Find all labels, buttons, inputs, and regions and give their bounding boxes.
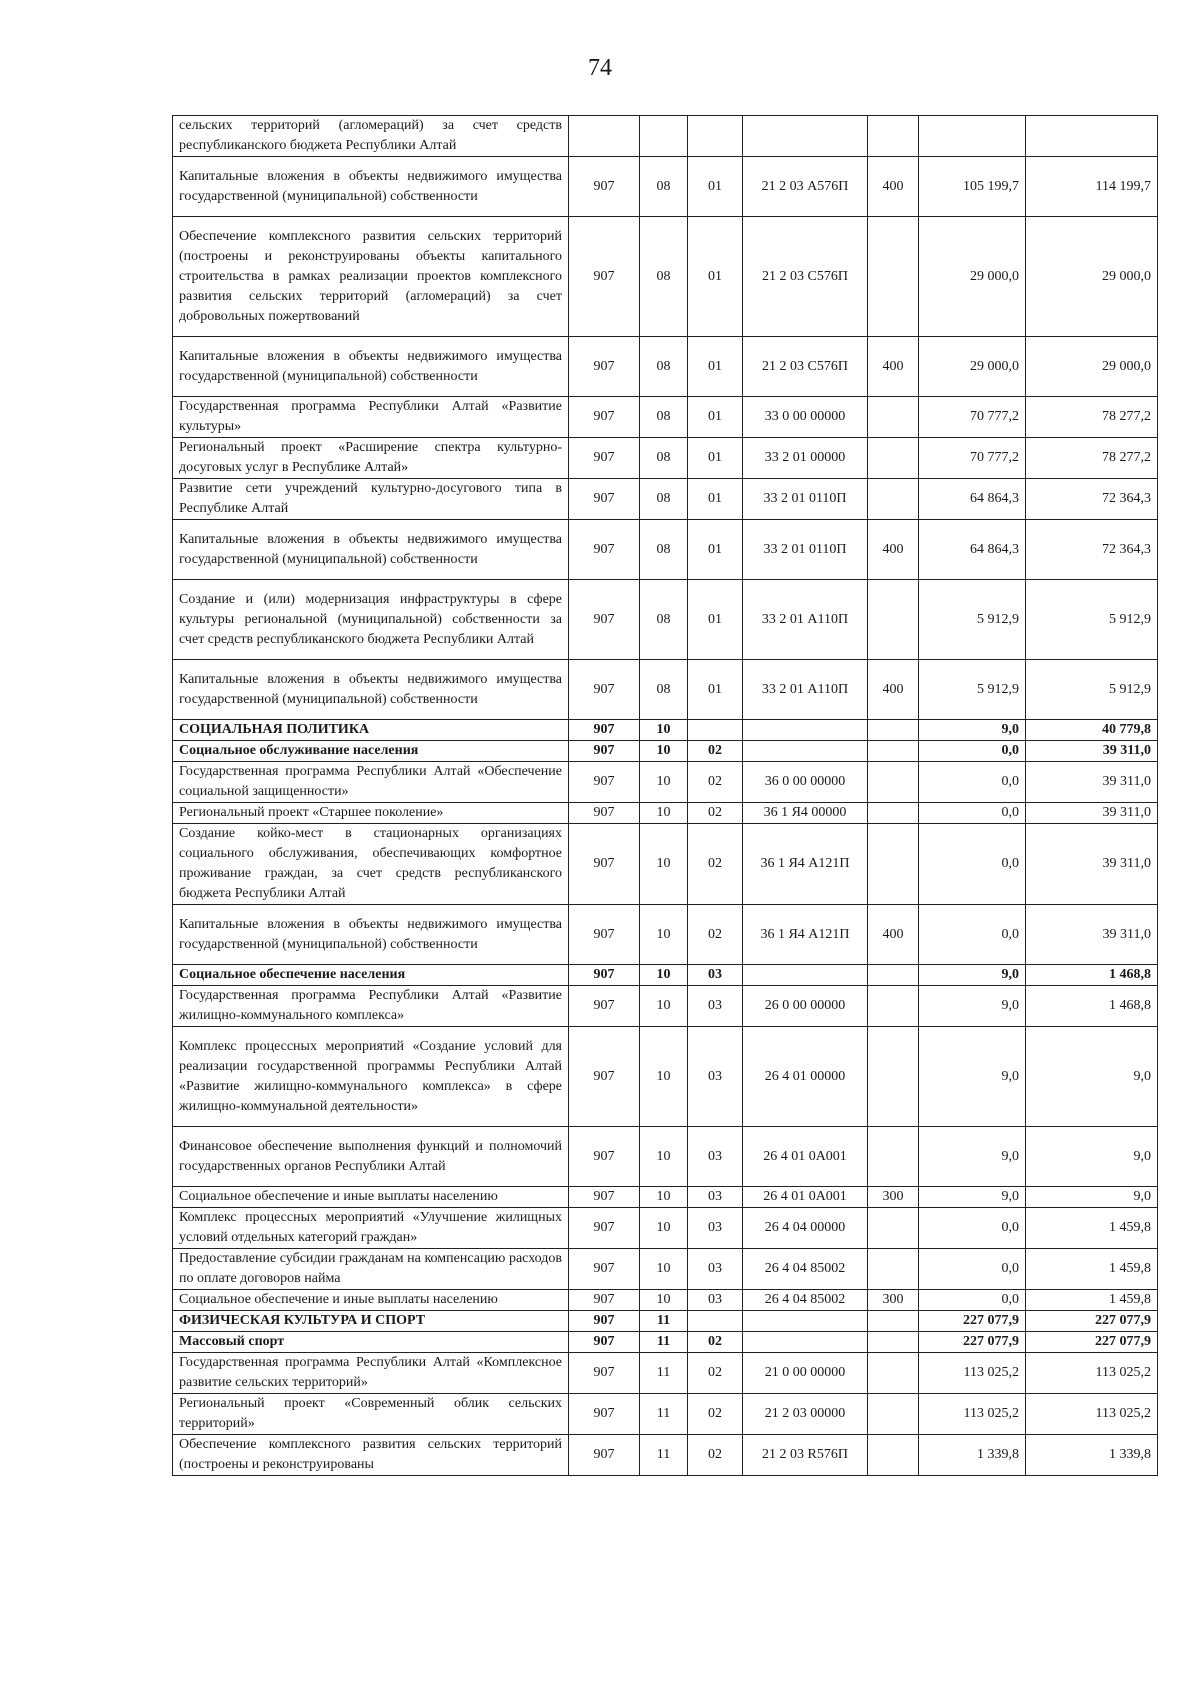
amount-year-2-cell: 39 311,0	[1026, 905, 1158, 965]
row-name-cell: Государственная программа Республики Алтай «Обеспечение социальной защищенности»	[173, 762, 569, 803]
section-code-cell	[640, 116, 688, 157]
amount-year-1-cell: 29 000,0	[919, 217, 1026, 337]
ministry-code-cell: 907	[569, 580, 640, 660]
section-code-cell: 10	[640, 1290, 688, 1311]
section-code-cell: 10	[640, 720, 688, 741]
target-article-cell: 21 2 03 С576П	[743, 217, 868, 337]
table-row	[173, 803, 1158, 824]
expense-type-cell	[868, 397, 919, 438]
expense-type-cell	[868, 1353, 919, 1394]
amount-year-1-cell: 0,0	[919, 741, 1026, 762]
row-name-cell: Массовый спорт	[173, 1332, 569, 1353]
amount-year-2-cell: 1 459,8	[1026, 1249, 1158, 1290]
section-code-cell: 08	[640, 337, 688, 397]
amount-year-1-cell: 70 777,2	[919, 397, 1026, 438]
target-article-cell: 21 2 03 А576П	[743, 157, 868, 217]
expense-type-cell	[868, 1332, 919, 1353]
amount-year-2-cell: 78 277,2	[1026, 397, 1158, 438]
row-name-cell: Предоставление субсидии гражданам на компенсацию расходов по оплате договоров найма	[173, 1249, 569, 1290]
amount-year-1-cell: 0,0	[919, 1290, 1026, 1311]
amount-year-1-cell: 9,0	[919, 965, 1026, 986]
expense-type-cell	[868, 762, 919, 803]
target-article-cell: 33 2 01 А110П	[743, 580, 868, 660]
amount-year-1-cell: 227 077,9	[919, 1311, 1026, 1332]
table-row	[173, 720, 1158, 741]
amount-year-2-cell: 72 364,3	[1026, 520, 1158, 580]
subsection-code-cell	[688, 1311, 743, 1332]
expense-type-cell	[868, 824, 919, 905]
target-article-cell	[743, 720, 868, 741]
budget-table	[172, 115, 1158, 1476]
section-code-cell: 11	[640, 1435, 688, 1476]
amount-year-1-cell: 9,0	[919, 720, 1026, 741]
expense-type-cell	[868, 1311, 919, 1332]
table-row	[173, 1435, 1158, 1476]
section-code-cell: 10	[640, 986, 688, 1027]
subsection-code-cell: 02	[688, 905, 743, 965]
subsection-code-cell	[688, 720, 743, 741]
row-name-cell: Капитальные вложения в объекты недвижимого имущества государственной (муниципальной) собственности	[173, 520, 569, 580]
amount-year-2-cell: 78 277,2	[1026, 438, 1158, 479]
amount-year-1-cell: 9,0	[919, 986, 1026, 1027]
target-article-cell: 26 4 01 0А001	[743, 1127, 868, 1187]
subsection-code-cell: 03	[688, 1027, 743, 1127]
amount-year-2-cell: 227 077,9	[1026, 1311, 1158, 1332]
ministry-code-cell: 907	[569, 520, 640, 580]
subsection-code-cell: 02	[688, 762, 743, 803]
target-article-cell: 21 0 00 00000	[743, 1353, 868, 1394]
target-article-cell: 33 2 01 0110П	[743, 520, 868, 580]
table-row	[173, 824, 1158, 905]
amount-year-2-cell: 1 339,8	[1026, 1435, 1158, 1476]
amount-year-1-cell: 113 025,2	[919, 1394, 1026, 1435]
ministry-code-cell: 907	[569, 905, 640, 965]
table-row	[173, 1290, 1158, 1311]
ministry-code-cell: 907	[569, 1290, 640, 1311]
amount-year-1-cell: 64 864,3	[919, 479, 1026, 520]
table-row	[173, 1127, 1158, 1187]
table-row	[173, 1394, 1158, 1435]
amount-year-1-cell	[919, 116, 1026, 157]
expense-type-cell	[868, 1394, 919, 1435]
amount-year-1-cell: 5 912,9	[919, 660, 1026, 720]
expense-type-cell	[868, 438, 919, 479]
amount-year-2-cell: 5 912,9	[1026, 660, 1158, 720]
target-article-cell: 36 1 Я4 00000	[743, 803, 868, 824]
subsection-code-cell: 01	[688, 397, 743, 438]
ministry-code-cell: 907	[569, 986, 640, 1027]
ministry-code-cell: 907	[569, 1332, 640, 1353]
target-article-cell: 21 2 03 R576П	[743, 1435, 868, 1476]
expense-type-cell: 400	[868, 905, 919, 965]
ministry-code-cell: 907	[569, 1208, 640, 1249]
amount-year-1-cell: 9,0	[919, 1127, 1026, 1187]
amount-year-2-cell: 39 311,0	[1026, 762, 1158, 803]
amount-year-2-cell: 113 025,2	[1026, 1353, 1158, 1394]
subsection-code-cell: 03	[688, 965, 743, 986]
ministry-code-cell: 907	[569, 1353, 640, 1394]
amount-year-1-cell: 70 777,2	[919, 438, 1026, 479]
target-article-cell: 33 2 01 А110П	[743, 660, 868, 720]
target-article-cell: 33 0 00 00000	[743, 397, 868, 438]
table-row	[173, 217, 1158, 337]
expense-type-cell	[868, 965, 919, 986]
expense-type-cell	[868, 1127, 919, 1187]
section-code-cell: 10	[640, 803, 688, 824]
amount-year-2-cell: 1 459,8	[1026, 1290, 1158, 1311]
table-row	[173, 116, 1158, 157]
section-code-cell: 11	[640, 1311, 688, 1332]
amount-year-2-cell: 39 311,0	[1026, 803, 1158, 824]
subsection-code-cell: 01	[688, 217, 743, 337]
subsection-code-cell: 03	[688, 1290, 743, 1311]
subsection-code-cell: 02	[688, 1394, 743, 1435]
expense-type-cell: 400	[868, 520, 919, 580]
target-article-cell: 21 2 03 С576П	[743, 337, 868, 397]
expense-type-cell	[868, 986, 919, 1027]
amount-year-1-cell: 9,0	[919, 1187, 1026, 1208]
row-name-cell: Финансовое обеспечение выполнения функций и полномочий государственных органов Республики Алтай	[173, 1127, 569, 1187]
amount-year-1-cell: 0,0	[919, 1249, 1026, 1290]
ministry-code-cell: 907	[569, 1394, 640, 1435]
table-row	[173, 1311, 1158, 1332]
ministry-code-cell: 907	[569, 762, 640, 803]
page-number: 74	[588, 55, 612, 81]
target-article-cell	[743, 1311, 868, 1332]
table-row	[173, 580, 1158, 660]
row-name-cell: Социальное обеспечение и иные выплаты населению	[173, 1290, 569, 1311]
table-row	[173, 438, 1158, 479]
row-name-cell: Государственная программа Республики Алтай «Развитие жилищно-коммунального комплекса»	[173, 986, 569, 1027]
row-name-cell: Создание и (или) модернизация инфраструктуры в сфере культуры региональной (муниципальной) собственности за счет средств республиканского бюджета Республики Алтай	[173, 580, 569, 660]
target-article-cell: 26 4 04 85002	[743, 1249, 868, 1290]
section-code-cell: 11	[640, 1353, 688, 1394]
amount-year-2-cell: 29 000,0	[1026, 217, 1158, 337]
amount-year-1-cell: 0,0	[919, 824, 1026, 905]
table-row	[173, 660, 1158, 720]
ministry-code-cell: 907	[569, 660, 640, 720]
amount-year-2-cell	[1026, 116, 1158, 157]
table-row	[173, 1027, 1158, 1127]
amount-year-2-cell: 227 077,9	[1026, 1332, 1158, 1353]
table-row	[173, 479, 1158, 520]
subsection-code-cell: 01	[688, 438, 743, 479]
ministry-code-cell: 907	[569, 824, 640, 905]
amount-year-1-cell: 29 000,0	[919, 337, 1026, 397]
section-code-cell: 08	[640, 438, 688, 479]
subsection-code-cell: 02	[688, 803, 743, 824]
subsection-code-cell: 01	[688, 157, 743, 217]
target-article-cell: 21 2 03 00000	[743, 1394, 868, 1435]
ministry-code-cell: 907	[569, 741, 640, 762]
target-article-cell: 36 1 Я4 А121П	[743, 905, 868, 965]
amount-year-2-cell: 9,0	[1026, 1127, 1158, 1187]
expense-type-cell: 300	[868, 1187, 919, 1208]
section-code-cell: 10	[640, 1187, 688, 1208]
expense-type-cell: 400	[868, 337, 919, 397]
ministry-code-cell: 907	[569, 1127, 640, 1187]
row-name-cell: Капитальные вложения в объекты недвижимого имущества государственной (муниципальной) собственности	[173, 905, 569, 965]
target-article-cell: 33 2 01 00000	[743, 438, 868, 479]
amount-year-2-cell: 1 459,8	[1026, 1208, 1158, 1249]
amount-year-2-cell: 9,0	[1026, 1187, 1158, 1208]
row-name-cell: Капитальные вложения в объекты недвижимого имущества государственной (муниципальной) собственности	[173, 660, 569, 720]
amount-year-1-cell: 0,0	[919, 762, 1026, 803]
subsection-code-cell: 01	[688, 520, 743, 580]
expense-type-cell	[868, 479, 919, 520]
subsection-code-cell: 01	[688, 337, 743, 397]
target-article-cell	[743, 116, 868, 157]
row-name-cell: Социальное обеспечение населения	[173, 965, 569, 986]
subsection-code-cell	[688, 116, 743, 157]
amount-year-1-cell: 0,0	[919, 905, 1026, 965]
row-name-cell: Комплекс процессных мероприятий «Создание условий для реализации государственной программы Республики Алтай «Развитие жилищно-коммунального комплекса» в сфере жилищно-коммунальной деятельности»	[173, 1027, 569, 1127]
section-code-cell: 10	[640, 905, 688, 965]
expense-type-cell	[868, 741, 919, 762]
target-article-cell: 26 4 04 85002	[743, 1290, 868, 1311]
section-code-cell: 10	[640, 1027, 688, 1127]
table-row	[173, 741, 1158, 762]
table-row	[173, 397, 1158, 438]
section-code-cell: 10	[640, 965, 688, 986]
section-code-cell: 10	[640, 1127, 688, 1187]
table-row	[173, 1249, 1158, 1290]
subsection-code-cell: 03	[688, 1249, 743, 1290]
row-name-cell: Государственная программа Республики Алтай «Развитие культуры»	[173, 397, 569, 438]
expense-type-cell	[868, 720, 919, 741]
amount-year-2-cell: 5 912,9	[1026, 580, 1158, 660]
row-name-cell: Создание койко-мест в стационарных организациях социального обслуживания, обеспечивающих комфортное проживание граждан, за счет средств республиканского бюджета Республики Алтай	[173, 824, 569, 905]
amount-year-2-cell: 72 364,3	[1026, 479, 1158, 520]
ministry-code-cell: 907	[569, 157, 640, 217]
amount-year-1-cell: 64 864,3	[919, 520, 1026, 580]
row-name-cell: Региональный проект «Старшее поколение»	[173, 803, 569, 824]
budget-table-body	[173, 116, 1158, 1476]
amount-year-1-cell: 113 025,2	[919, 1353, 1026, 1394]
subsection-code-cell: 03	[688, 1187, 743, 1208]
ministry-code-cell: 907	[569, 217, 640, 337]
amount-year-2-cell: 29 000,0	[1026, 337, 1158, 397]
section-code-cell: 11	[640, 1394, 688, 1435]
ministry-code-cell: 907	[569, 1435, 640, 1476]
ministry-code-cell: 907	[569, 479, 640, 520]
section-code-cell: 10	[640, 1249, 688, 1290]
table-row	[173, 337, 1158, 397]
section-code-cell: 10	[640, 1208, 688, 1249]
section-code-cell: 08	[640, 217, 688, 337]
row-name-cell: сельских территорий (агломераций) за счет средств республиканского бюджета Республики Алтай	[173, 116, 569, 157]
table-row	[173, 905, 1158, 965]
subsection-code-cell: 03	[688, 1208, 743, 1249]
ministry-code-cell: 907	[569, 720, 640, 741]
row-name-cell: Обеспечение комплексного развития сельских территорий (построены и реконструированы	[173, 1435, 569, 1476]
subsection-code-cell: 02	[688, 1435, 743, 1476]
row-name-cell: Социальное обслуживание населения	[173, 741, 569, 762]
target-article-cell	[743, 1332, 868, 1353]
expense-type-cell	[868, 1027, 919, 1127]
amount-year-2-cell: 39 311,0	[1026, 824, 1158, 905]
section-code-cell: 10	[640, 741, 688, 762]
ministry-code-cell: 907	[569, 1311, 640, 1332]
row-name-cell: ФИЗИЧЕСКАЯ КУЛЬТУРА И СПОРТ	[173, 1311, 569, 1332]
expense-type-cell: 300	[868, 1290, 919, 1311]
section-code-cell: 08	[640, 580, 688, 660]
row-name-cell: СОЦИАЛЬНАЯ ПОЛИТИКА	[173, 720, 569, 741]
target-article-cell	[743, 741, 868, 762]
ministry-code-cell: 907	[569, 965, 640, 986]
ministry-code-cell: 907	[569, 803, 640, 824]
ministry-code-cell: 907	[569, 438, 640, 479]
section-code-cell: 08	[640, 479, 688, 520]
row-name-cell: Государственная программа Республики Алтай «Комплексное развитие сельских территорий»	[173, 1353, 569, 1394]
row-name-cell: Капитальные вложения в объекты недвижимого имущества государственной (муниципальной) собственности	[173, 157, 569, 217]
ministry-code-cell: 907	[569, 1249, 640, 1290]
subsection-code-cell: 02	[688, 741, 743, 762]
amount-year-1-cell: 0,0	[919, 1208, 1026, 1249]
table-row	[173, 520, 1158, 580]
section-code-cell: 08	[640, 520, 688, 580]
amount-year-1-cell: 5 912,9	[919, 580, 1026, 660]
target-article-cell: 36 0 00 00000	[743, 762, 868, 803]
amount-year-1-cell: 1 339,8	[919, 1435, 1026, 1476]
row-name-cell: Региональный проект «Современный облик сельских территорий»	[173, 1394, 569, 1435]
amount-year-2-cell: 40 779,8	[1026, 720, 1158, 741]
target-article-cell: 26 4 01 00000	[743, 1027, 868, 1127]
subsection-code-cell: 01	[688, 580, 743, 660]
section-code-cell: 10	[640, 762, 688, 803]
amount-year-1-cell: 227 077,9	[919, 1332, 1026, 1353]
row-name-cell: Обеспечение комплексного развития сельских территорий (построены и реконструированы объекты капитального строительства в рамках реализации проектов комплексного развития сельских территорий (агломераций) за счет добровольных пожертвований	[173, 217, 569, 337]
expense-type-cell: 400	[868, 157, 919, 217]
expense-type-cell	[868, 116, 919, 157]
amount-year-1-cell: 105 199,7	[919, 157, 1026, 217]
table-row	[173, 1187, 1158, 1208]
table-row	[173, 762, 1158, 803]
amount-year-1-cell: 9,0	[919, 1027, 1026, 1127]
section-code-cell: 11	[640, 1332, 688, 1353]
row-name-cell: Капитальные вложения в объекты недвижимого имущества государственной (муниципальной) собственности	[173, 337, 569, 397]
amount-year-2-cell: 9,0	[1026, 1027, 1158, 1127]
target-article-cell: 36 1 Я4 А121П	[743, 824, 868, 905]
expense-type-cell	[868, 1435, 919, 1476]
table-row	[173, 965, 1158, 986]
section-code-cell: 08	[640, 157, 688, 217]
amount-year-2-cell: 1 468,8	[1026, 986, 1158, 1027]
subsection-code-cell: 02	[688, 1353, 743, 1394]
subsection-code-cell: 03	[688, 986, 743, 1027]
expense-type-cell	[868, 803, 919, 824]
target-article-cell: 26 0 00 00000	[743, 986, 868, 1027]
ministry-code-cell: 907	[569, 1027, 640, 1127]
row-name-cell: Развитие сети учреждений культурно-досугового типа в Республике Алтай	[173, 479, 569, 520]
ministry-code-cell	[569, 116, 640, 157]
target-article-cell: 33 2 01 0110П	[743, 479, 868, 520]
amount-year-2-cell: 114 199,7	[1026, 157, 1158, 217]
expense-type-cell	[868, 580, 919, 660]
table-row	[173, 1353, 1158, 1394]
expense-type-cell: 400	[868, 660, 919, 720]
ministry-code-cell: 907	[569, 1187, 640, 1208]
subsection-code-cell: 02	[688, 1332, 743, 1353]
subsection-code-cell: 02	[688, 824, 743, 905]
subsection-code-cell: 01	[688, 660, 743, 720]
table-row	[173, 1208, 1158, 1249]
ministry-code-cell: 907	[569, 397, 640, 438]
section-code-cell: 08	[640, 660, 688, 720]
amount-year-2-cell: 1 468,8	[1026, 965, 1158, 986]
row-name-cell: Социальное обеспечение и иные выплаты населению	[173, 1187, 569, 1208]
amount-year-2-cell: 113 025,2	[1026, 1394, 1158, 1435]
section-code-cell: 10	[640, 824, 688, 905]
ministry-code-cell: 907	[569, 337, 640, 397]
row-name-cell: Комплекс процессных мероприятий «Улучшение жилищных условий отдельных категорий граждан»	[173, 1208, 569, 1249]
table-row	[173, 157, 1158, 217]
table-row	[173, 1332, 1158, 1353]
expense-type-cell	[868, 1208, 919, 1249]
table-row	[173, 986, 1158, 1027]
section-code-cell: 08	[640, 397, 688, 438]
row-name-cell: Региональный проект «Расширение спектра культурно-досуговых услуг в Республике Алтай»	[173, 438, 569, 479]
target-article-cell	[743, 965, 868, 986]
amount-year-1-cell: 0,0	[919, 803, 1026, 824]
amount-year-2-cell: 39 311,0	[1026, 741, 1158, 762]
target-article-cell: 26 4 01 0А001	[743, 1187, 868, 1208]
subsection-code-cell: 03	[688, 1127, 743, 1187]
target-article-cell: 26 4 04 00000	[743, 1208, 868, 1249]
expense-type-cell	[868, 1249, 919, 1290]
subsection-code-cell: 01	[688, 479, 743, 520]
expense-type-cell	[868, 217, 919, 337]
